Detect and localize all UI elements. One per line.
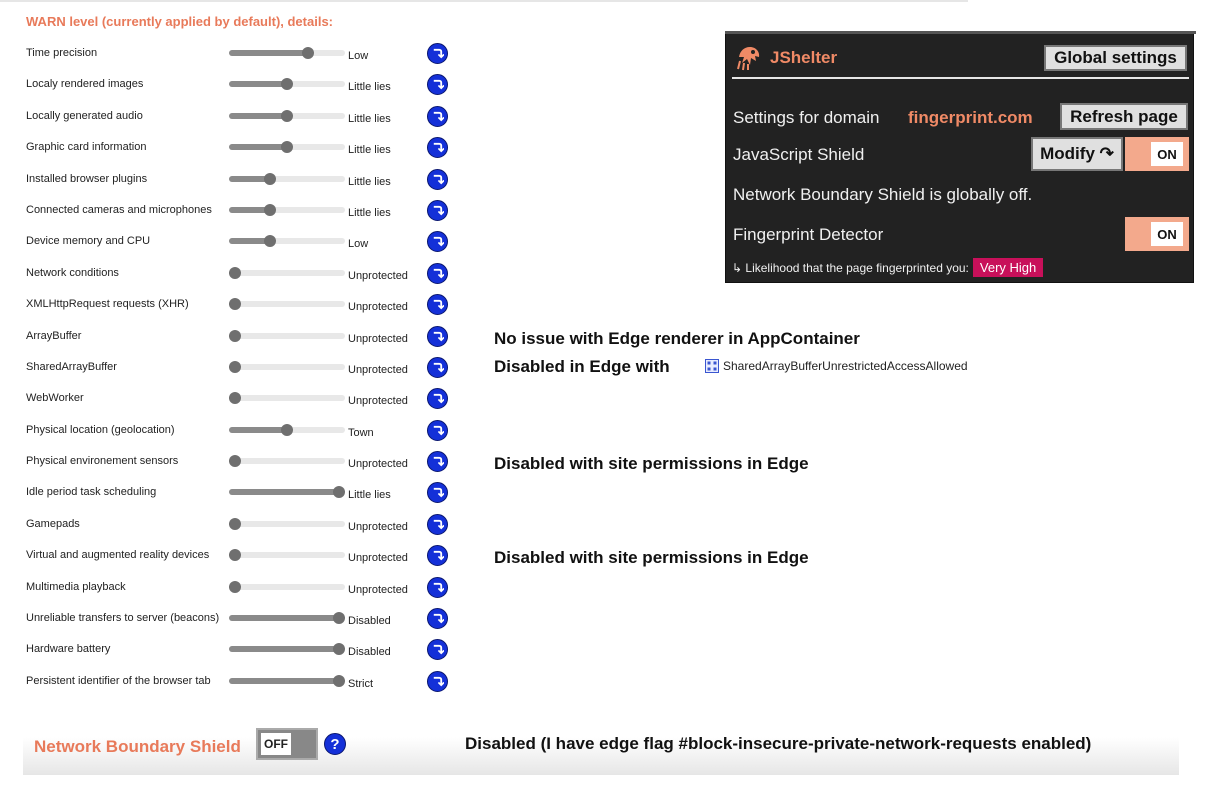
javascript-shield-label: JavaScript Shield [733,145,865,164]
protection-level: Unprotected [348,520,408,533]
arrow-redirect-icon [431,455,444,468]
protection-label: Time precision [26,47,98,59]
protection-label: Idle period task scheduling [26,486,157,499]
protection-level: Unprotected [348,583,408,596]
protection-slider-fill [229,50,308,56]
arrow-redirect-icon [431,204,444,217]
protection-slider[interactable] [229,144,345,150]
protection-slider-fill [229,678,339,684]
protection-slider[interactable] [229,427,345,433]
protection-slider-thumb[interactable] [281,424,293,436]
protection-label: Connected cameras and microphones [26,203,212,216]
protection-level: Town [348,426,374,439]
protection-label: XMLHttpRequest requests (XHR) [26,298,189,311]
protection-slider[interactable] [229,521,345,527]
top-divider [0,0,968,2]
details-arrow-button[interactable] [427,231,448,252]
protection-row [0,352,470,383]
settings-for-domain-label: Settings for domain [733,108,880,127]
protection-row [0,634,470,665]
protection-slider[interactable] [229,113,345,119]
protection-level: Low [348,50,369,62]
protection-slider-thumb[interactable] [229,267,241,279]
protection-row [0,226,470,257]
javascript-shield-toggle[interactable] [1125,137,1189,171]
protection-label: Physical environement sensors [26,455,179,468]
protection-level: Low [348,238,369,251]
popup-divider [732,77,1189,79]
protection-slider-thumb[interactable] [264,235,276,247]
global-settings-button[interactable]: Global settings [1044,45,1187,71]
policy-name: SharedArrayBufferUnrestrictedAccessAllowed [723,359,968,373]
details-arrow-button[interactable] [427,169,448,190]
protection-slider-thumb[interactable] [229,298,241,310]
details-arrow-button[interactable] [427,74,448,95]
protection-slider-fill [229,489,339,495]
fingerprint-detector-toggle[interactable] [1125,217,1189,251]
arraybuffer-note: No issue with Edge renderer in AppContainer [494,329,860,348]
details-arrow-button[interactable] [427,577,448,598]
network-boundary-toggle-knob: OFF [261,733,291,755]
protection-slider-thumb[interactable] [264,173,276,185]
protection-row [0,603,470,634]
protection-label: Persistent identifier of the browser tab [26,674,211,687]
protection-row [0,540,470,571]
arrow-redirect-icon [431,267,444,280]
protection-slider-thumb[interactable] [333,643,345,655]
protection-list [0,38,470,697]
protection-slider[interactable] [229,678,345,684]
details-arrow-button[interactable] [427,388,448,409]
protection-level: Little lies [348,112,391,125]
details-arrow-button[interactable] [427,639,448,660]
protection-slider-thumb[interactable] [229,455,241,467]
arrow-redirect-icon [431,643,444,656]
arrow-redirect-icon [431,141,444,154]
policy-reference [705,359,968,373]
protection-level: Little lies [348,489,391,502]
protection-slider-thumb[interactable] [302,47,314,59]
protection-level: Unprotected [348,332,408,345]
protection-slider[interactable] [229,364,345,370]
protection-slider[interactable] [229,646,345,652]
arrow-redirect-icon [431,78,444,91]
protection-row [0,321,470,352]
details-arrow-button[interactable] [427,326,448,347]
protection-slider[interactable] [229,301,345,307]
javascript-shield-toggle-knob: ON [1151,142,1183,166]
protection-label: Locally generated audio [26,109,143,122]
protection-level: Unprotected [348,395,408,408]
details-arrow-button[interactable] [427,106,448,127]
brand-name: JShelter [770,48,838,67]
protection-label: ArrayBuffer [26,329,82,342]
network-boundary-status: Network Boundary Shield is globally off. [733,185,1033,204]
arrow-redirect-icon [431,173,444,186]
details-arrow-button[interactable] [427,451,448,472]
protection-slider[interactable] [229,489,345,495]
policy-icon [705,359,719,373]
arrow-redirect-icon [431,675,444,688]
protection-slider[interactable] [229,81,345,87]
popup-top-border [725,31,1196,34]
protection-slider[interactable] [229,207,345,213]
protection-slider-thumb[interactable] [229,361,241,373]
likelihood-label: ↳ Likelihood that the page fingerprinted you: [732,260,969,275]
protection-slider[interactable] [229,50,345,56]
protection-row [0,509,470,540]
fingerprint-detector-toggle-knob: ON [1151,222,1183,246]
protection-slider-thumb[interactable] [264,204,276,216]
protection-row [0,572,470,603]
protection-slider-fill [229,113,287,119]
protection-level: Unprotected [348,458,408,471]
protection-slider-thumb[interactable] [229,581,241,593]
protection-level: Little lies [348,175,391,188]
protection-level: Strict [348,677,374,690]
jshelter-logo-icon [736,45,764,71]
sharedarraybuffer-note: Disabled in Edge with [494,357,670,376]
protection-level: Little lies [348,144,391,157]
protection-slider-fill [229,646,339,652]
arrow-redirect-icon [431,549,444,562]
details-arrow-button[interactable] [427,514,448,535]
likelihood-line [732,258,1043,277]
protection-slider[interactable] [229,333,345,339]
protection-row [0,69,470,100]
protection-slider-thumb[interactable] [281,141,293,153]
arrow-redirect-icon [431,110,444,123]
protection-slider-fill [229,427,287,433]
protection-level: Little lies [348,206,391,219]
protection-slider-thumb[interactable] [229,518,241,530]
protection-slider[interactable] [229,615,345,621]
protection-label: Localy rendered images [26,78,144,91]
protection-label: Graphic card information [26,141,147,154]
protection-row [0,415,470,446]
refresh-page-button[interactable]: Refresh page [1060,103,1188,130]
protection-row [0,446,470,477]
protection-label: Hardware battery [26,643,111,656]
arrow-redirect-icon [431,424,444,437]
protection-level: Unprotected [348,269,408,282]
details-arrow-button[interactable] [427,545,448,566]
sensors-note: Disabled with site permissions in Edge [494,454,809,473]
protection-level: Little lies [348,81,391,94]
protection-level: Disabled [348,615,391,628]
arrow-redirect-icon [431,612,444,625]
protection-label: Device memory and CPU [26,235,151,248]
protection-row [0,258,470,289]
arrow-redirect-icon [431,361,444,374]
vr-note: Disabled with site permissions in Edge [494,548,809,567]
protection-label: Installed browser plugins [26,172,148,185]
arrow-redirect-icon [431,392,444,405]
network-boundary-note: Disabled (I have edge flag #block-insecure-private-network-requests enabled) [465,734,1092,753]
likelihood-badge: Very High [973,258,1043,277]
details-arrow-button[interactable] [427,263,448,284]
arrow-redirect-icon [431,235,444,248]
arrow-redirect-icon [431,298,444,311]
protection-slider[interactable] [229,238,345,244]
help-icon[interactable]: ? [324,733,346,755]
arrow-redirect-icon [431,330,444,343]
arrow-redirect-icon [431,518,444,531]
protection-label: WebWorker [26,392,84,405]
protection-row [0,383,470,414]
protection-label: Network conditions [26,266,119,279]
modify-button[interactable]: Modify ↷ [1031,137,1123,171]
protection-slider-thumb[interactable] [229,549,241,561]
protection-slider-thumb[interactable] [281,78,293,90]
protection-slider[interactable] [229,270,345,276]
protection-label: Gamepads [26,517,80,530]
network-boundary-bar [23,712,1179,775]
protection-slider[interactable] [229,584,345,590]
domain-name: fingerprint.com [908,108,1033,127]
protection-row [0,289,470,320]
protection-level: Unprotected [348,552,408,565]
protection-row [0,132,470,163]
protection-slider-thumb[interactable] [229,392,241,404]
details-arrow-button[interactable] [427,137,448,158]
protection-slider-fill [229,615,339,621]
details-arrow-button[interactable] [427,608,448,629]
protection-row [0,101,470,132]
details-arrow-button[interactable] [427,200,448,221]
protection-label: Virtual and augmented reality devices [26,549,210,562]
details-arrow-button[interactable] [427,294,448,315]
protection-row [0,195,470,226]
details-arrow-button[interactable] [427,420,448,441]
protection-slider-thumb[interactable] [281,110,293,122]
details-arrow-button[interactable] [427,357,448,378]
network-boundary-toggle[interactable] [256,728,318,760]
protection-slider[interactable] [229,176,345,182]
protection-level: Unprotected [348,363,408,376]
arrow-redirect-icon [431,581,444,594]
protection-row [0,38,470,69]
arrow-redirect-icon [431,486,444,499]
details-arrow-button[interactable] [427,671,448,692]
protection-level: Unprotected [348,301,408,314]
protection-slider-thumb[interactable] [333,675,345,687]
protection-slider-fill [229,144,287,150]
protection-slider-thumb[interactable] [333,612,345,624]
protection-row [0,477,470,508]
jshelter-popup [725,32,1194,283]
protection-slider-thumb[interactable] [229,330,241,342]
details-arrow-button[interactable] [427,482,448,503]
protection-label: Multimedia playback [26,580,126,593]
protection-row [0,666,470,697]
warn-level-title: WARN level (currently applied by default), details: [26,14,334,29]
protection-slider-thumb[interactable] [333,486,345,498]
protection-slider-fill [229,81,287,87]
protection-label: Physical location (geolocation) [26,423,175,436]
arrow-redirect-icon [431,47,444,60]
protection-level: Disabled [348,646,391,659]
protection-label: Unreliable transfers to server (beacons) [26,612,220,625]
protection-row [0,164,470,195]
jshelter-brand [736,45,837,71]
fingerprint-detector-label: Fingerprint Detector [733,225,884,244]
protection-slider[interactable] [229,395,345,401]
protection-slider[interactable] [229,552,345,558]
network-boundary-shield-label: Network Boundary Shield [34,737,241,756]
protection-label: SharedArrayBuffer [26,360,117,373]
protection-slider[interactable] [229,458,345,464]
details-arrow-button[interactable] [427,43,448,64]
